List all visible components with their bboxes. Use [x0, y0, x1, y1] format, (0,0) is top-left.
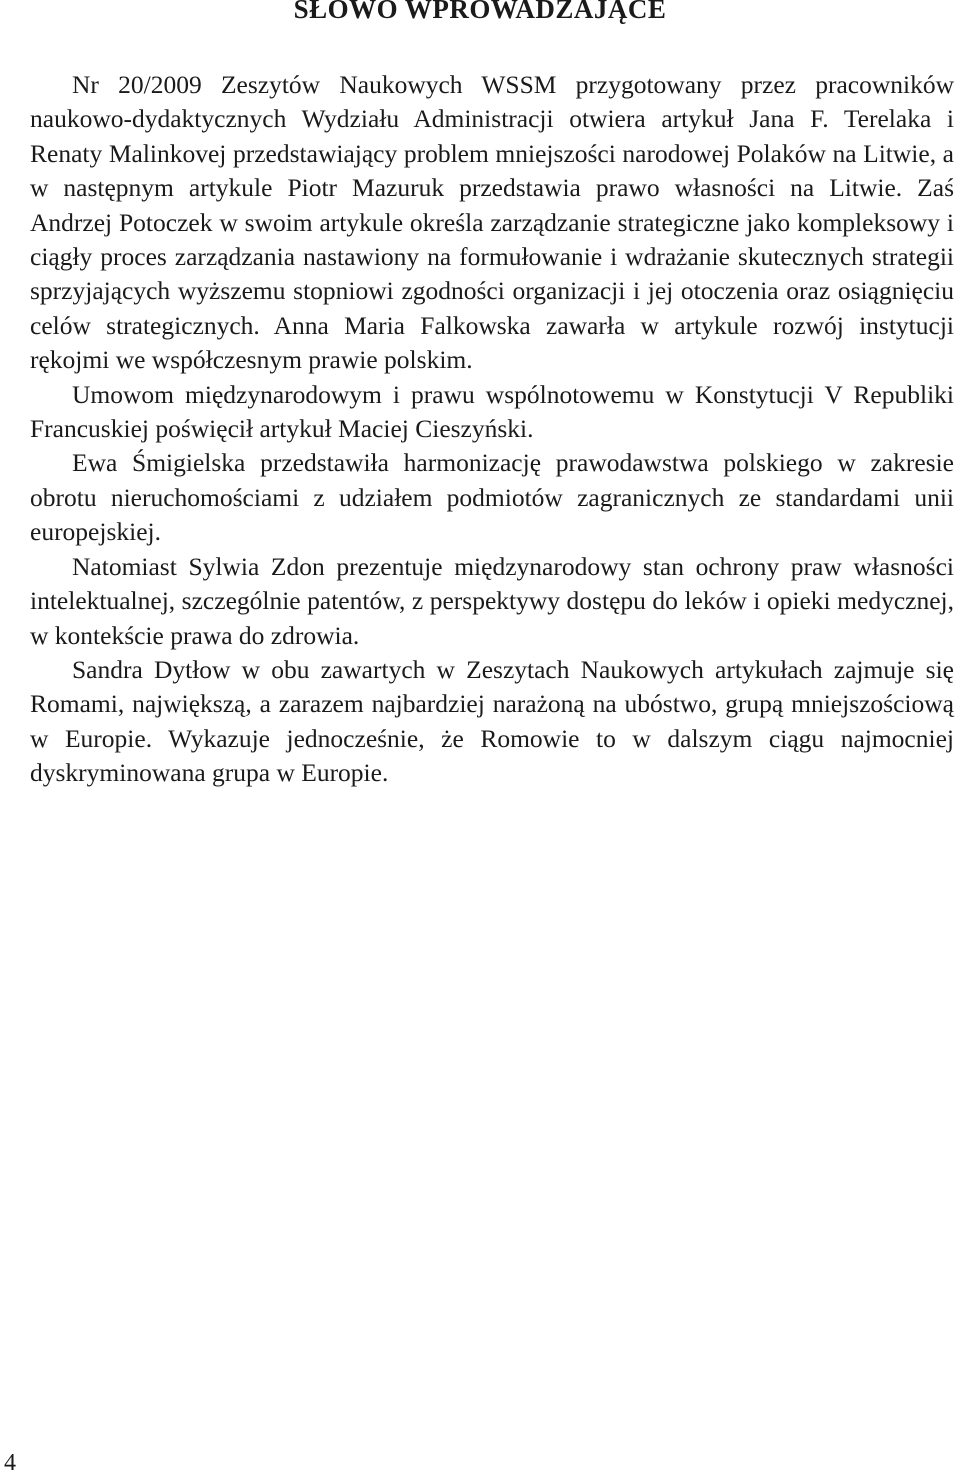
paragraph-smigielska: Ewa Śmigielska przedstawiła harmonizację prawodawstwa polskiego w zakresie obrotu nieruchomościami z udziałem podmiotów zagranicznych ze standardami unii europejskiej.	[30, 448, 954, 547]
paragraph-zdon: Natomiast Sylwia Zdon prezentuje międzynarodowy stan ochrony praw własności intelektualnej, szczególnie patentów, z perspektywy dostępu do leków i opieki medycznej, w kontekście prawa do zdrowia.	[30, 551, 954, 650]
page-title: SŁOWO WPROWADZAJĄCE	[293, 0, 667, 24]
paragraph-dytlow: Sandra Dytłow w obu zawartych w Zeszytach Naukowych artykułach zajmuje się Romami, największą, a zarazem najbardziej narażoną na ubóstwo, grupą mniejszościową w Europie. Wykazuje jednocześnie, że Romowie to w dalszym ciągu najmocniej dyskryminowana grupa w Europie.	[30, 654, 954, 788]
paragraph-intro: Nr 20/2009 Zeszytów Naukowych WSSM przygotowany przez pracowników naukowo-dydaktycznych Wydziału Administracji otwiera artykuł Jana F. Terelaka i Renaty Malinkovej przedstawiający problem mniejszości narodowej Polaków na Litwie, a w następnym artykule Piotr Mazuruk przedstawia prawo własności na Litwie. Zaś Andrzej Potoczek w swoim artykule określa zarządzanie strategiczne jako kompleksowy i ciągły proces zarządzania nastawiony na formułowanie i wdrażanie skutecznych strategii sprzyjających wyższemu stopniowi zgodności organizacji i jej otoczenia oraz osiągnięciu celów strategicznych. Anna Maria Falkowska zawarła w artykule rozwój instytucji rękojmi we współczesnym prawie polskim.	[30, 70, 954, 375]
paragraph-cieszynski: Umowom międzynarodowym i prawu wspólnotowemu w Konstytucji V Republiki Francuskiej poświęcił artykuł Maciej Cieszyński.	[30, 379, 954, 444]
body-text	[30, 68, 954, 791]
page-number: 4	[4, 1450, 16, 1476]
